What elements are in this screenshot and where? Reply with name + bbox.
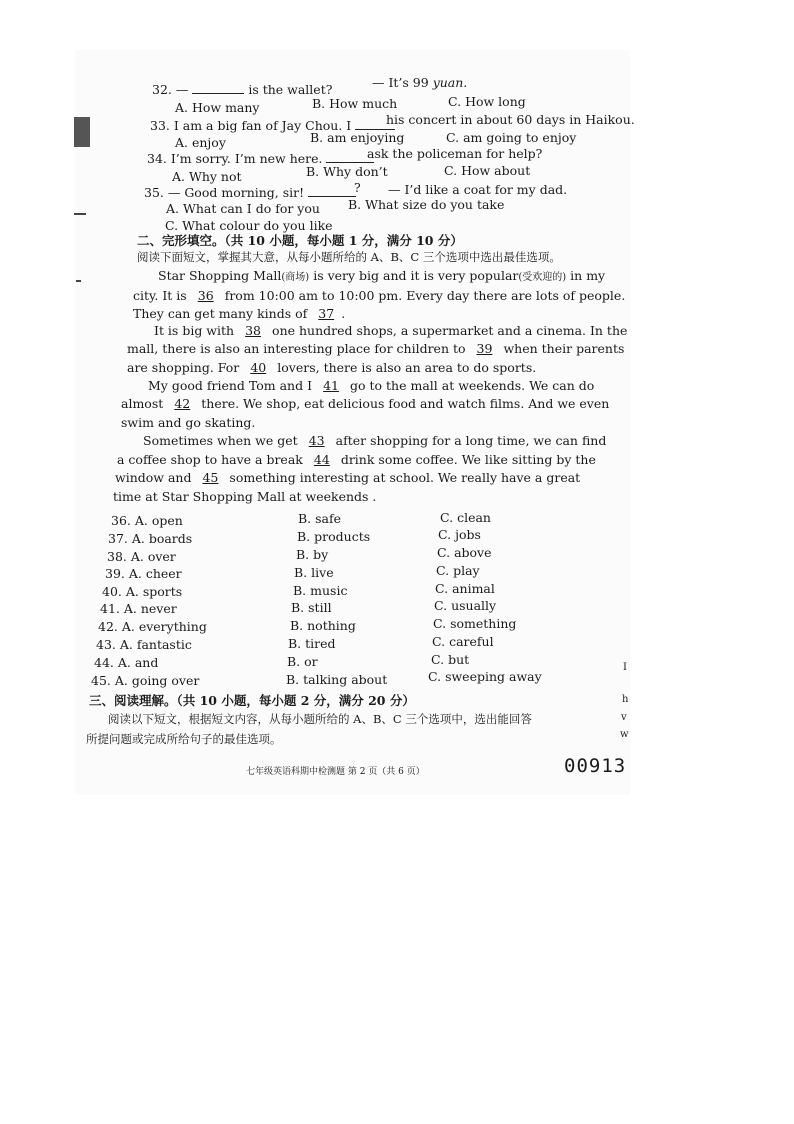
passage-line-2: city. It is 36 from 10:00 am to 10:00 pm. Every day there are lots of people. xyxy=(133,288,626,303)
cloze-option-41-b: B. still xyxy=(291,600,332,615)
cloze-option-40-c: C. animal xyxy=(435,581,495,596)
passage-line-9: swim and go skating. xyxy=(121,415,256,430)
cloze-option-37-b: B. products xyxy=(297,529,371,544)
passage-line-3: They can get many kinds of 37 . xyxy=(133,306,346,321)
passage-line-10: Sometimes when we get 43 after shopping for a long time, we can find xyxy=(143,433,607,448)
q32-reply: — It’s 99 yuan. xyxy=(372,75,468,90)
blank-38: 38 xyxy=(245,323,262,338)
q35-stem: 35. — Good morning, sir! xyxy=(144,185,356,200)
blank-41: 41 xyxy=(323,378,339,393)
q33-stem-end: his concert in about 60 days in Haikou. xyxy=(386,112,635,127)
section3-instruction-2: 所提问题或完成所给句子的最佳选项。 xyxy=(86,732,282,746)
q35-reply: — I’d like a coat for my dad. xyxy=(388,182,568,197)
q33-option-b: B. am enjoying xyxy=(310,130,405,145)
cloze-option-38-c: C. above xyxy=(437,545,492,560)
scan-fragment-right-3: v xyxy=(621,712,627,723)
q34-option-b: B. Why don’t xyxy=(306,164,388,179)
q35-option-c: C. What colour do you like xyxy=(165,218,333,233)
scan-fragment-right: I xyxy=(623,662,627,673)
cloze-option-39-a: 39. A. cheer xyxy=(105,566,182,581)
cloze-option-40-b: B. music xyxy=(293,583,348,598)
q32-option-b: B. How much xyxy=(312,96,398,111)
cloze-option-37-a: 37. A. boards xyxy=(108,531,193,546)
q34-option-a: A. Why not xyxy=(172,169,242,184)
passage-line-7: My good friend Tom and I 41 go to the mall at weekends. We can do xyxy=(148,378,595,393)
q33-stem: 33. I am a big fan of Jay Chou. I xyxy=(150,118,395,133)
cloze-option-42-c: C. something xyxy=(433,616,517,631)
blank-36: 36 xyxy=(197,288,214,303)
passage-line-4: It is big with 38 one hundred shops, a supermarket and a cinema. In the xyxy=(154,323,628,338)
passage-line-13: time at Star Shopping Mall at weekends . xyxy=(113,489,377,504)
cloze-option-41-a: 41. A. never xyxy=(100,601,177,616)
cloze-option-43-a: 43. A. fantastic xyxy=(96,637,192,652)
cloze-option-40-a: 40. A. sports xyxy=(102,584,183,599)
q32-stem: 32. — is the wallet? xyxy=(152,82,333,97)
q34-stem-end: ask the policeman for help? xyxy=(367,146,543,161)
q34-stem: 34. I’m sorry. I’m new here. xyxy=(147,151,374,166)
page-footer-label: 七年级英语科期中检测题 第 2 页（共 6 页） xyxy=(246,767,425,777)
blank-45: 45 xyxy=(202,470,219,485)
cloze-option-43-b: B. tired xyxy=(288,636,336,651)
cloze-option-36-c: C. clean xyxy=(440,510,491,525)
section2-heading: 二、完形填空。（共 10 小题，每小题 1 分，满分 10 分） xyxy=(137,233,463,248)
section2-instruction: 阅读下面短文，掌握其大意，从每小题所给的 A、B、C 三个选项中选出最佳选项。 xyxy=(137,250,561,264)
blank-37: 37 xyxy=(318,306,335,321)
passage-line-5: mall, there is also an interesting place for children to 39 when their parents xyxy=(127,341,625,356)
cloze-option-36-a: 36. A. open xyxy=(111,513,183,528)
passage-line-8: almost 42 there. We shop, eat delicious food and watch films. And we even xyxy=(121,396,610,411)
scan-fragment-right-4: w xyxy=(620,729,629,740)
cloze-option-36-b: B. safe xyxy=(298,511,342,526)
q33-option-a: A. enjoy xyxy=(175,135,226,150)
scan-dot xyxy=(76,280,81,282)
q32-option-c: C. How long xyxy=(448,94,526,109)
q35-option-b: B. What size do you take xyxy=(348,197,505,212)
cloze-option-38-b: B. by xyxy=(296,547,329,562)
cloze-option-37-c: C. jobs xyxy=(438,527,481,542)
q34-option-c: C. How about xyxy=(444,163,531,178)
cloze-option-43-c: C. careful xyxy=(432,634,494,649)
blank-43: 43 xyxy=(308,433,325,448)
cloze-option-38-a: 38. A. over xyxy=(107,549,176,564)
q32-option-a: A. How many xyxy=(175,100,260,115)
q35-option-a: A. What can I do for you xyxy=(166,201,320,216)
blank-44: 44 xyxy=(313,452,330,467)
cloze-option-44-a: 44. A. and xyxy=(94,655,159,670)
q35-question-mark: ? xyxy=(354,180,361,195)
passage-line-11: a coffee shop to have a break 44 drink some coffee. We like sitting by the xyxy=(117,452,596,467)
passage-line-12: window and 45 something interesting at school. We really have a great xyxy=(115,470,581,485)
cloze-option-42-b: B. nothing xyxy=(290,618,356,633)
cloze-option-39-b: B. live xyxy=(294,565,334,580)
section3-heading: 三、阅读理解。（共 10 小题，每小题 2 分，满分 20 分） xyxy=(89,693,415,708)
section3-instruction-1: 阅读以下短文，根据短文内容，从每小题所给的 A、B、C 三个选项中，选出能回答 xyxy=(108,712,532,726)
scan-fragment-right-2: h xyxy=(622,694,629,705)
cloze-option-42-a: 42. A. everything xyxy=(98,619,207,634)
passage-line-6: are shopping. For 40 lovers, there is also an area to do sports. xyxy=(127,360,537,375)
blank-40: 40 xyxy=(250,360,267,375)
scan-dash xyxy=(74,213,86,215)
paper-code: 00913 xyxy=(564,755,627,777)
cloze-option-45-c: C. sweeping away xyxy=(428,669,542,684)
cloze-option-45-a: 45. A. going over xyxy=(91,673,200,688)
blank-42: 42 xyxy=(174,396,191,411)
cloze-option-44-b: B. or xyxy=(287,654,318,669)
blank-39: 39 xyxy=(476,341,493,356)
cloze-option-39-c: C. play xyxy=(436,563,480,578)
scan-smudge xyxy=(74,117,90,147)
cloze-option-41-c: C. usually xyxy=(434,598,497,613)
cloze-option-44-c: C. but xyxy=(431,652,470,667)
passage-line-1: Star Shopping Mall(商场) is very big and it is very popular(受欢迎的) in my xyxy=(158,268,606,283)
cloze-option-45-b: B. talking about xyxy=(286,672,388,687)
q33-option-c: C. am going to enjoy xyxy=(446,130,577,145)
